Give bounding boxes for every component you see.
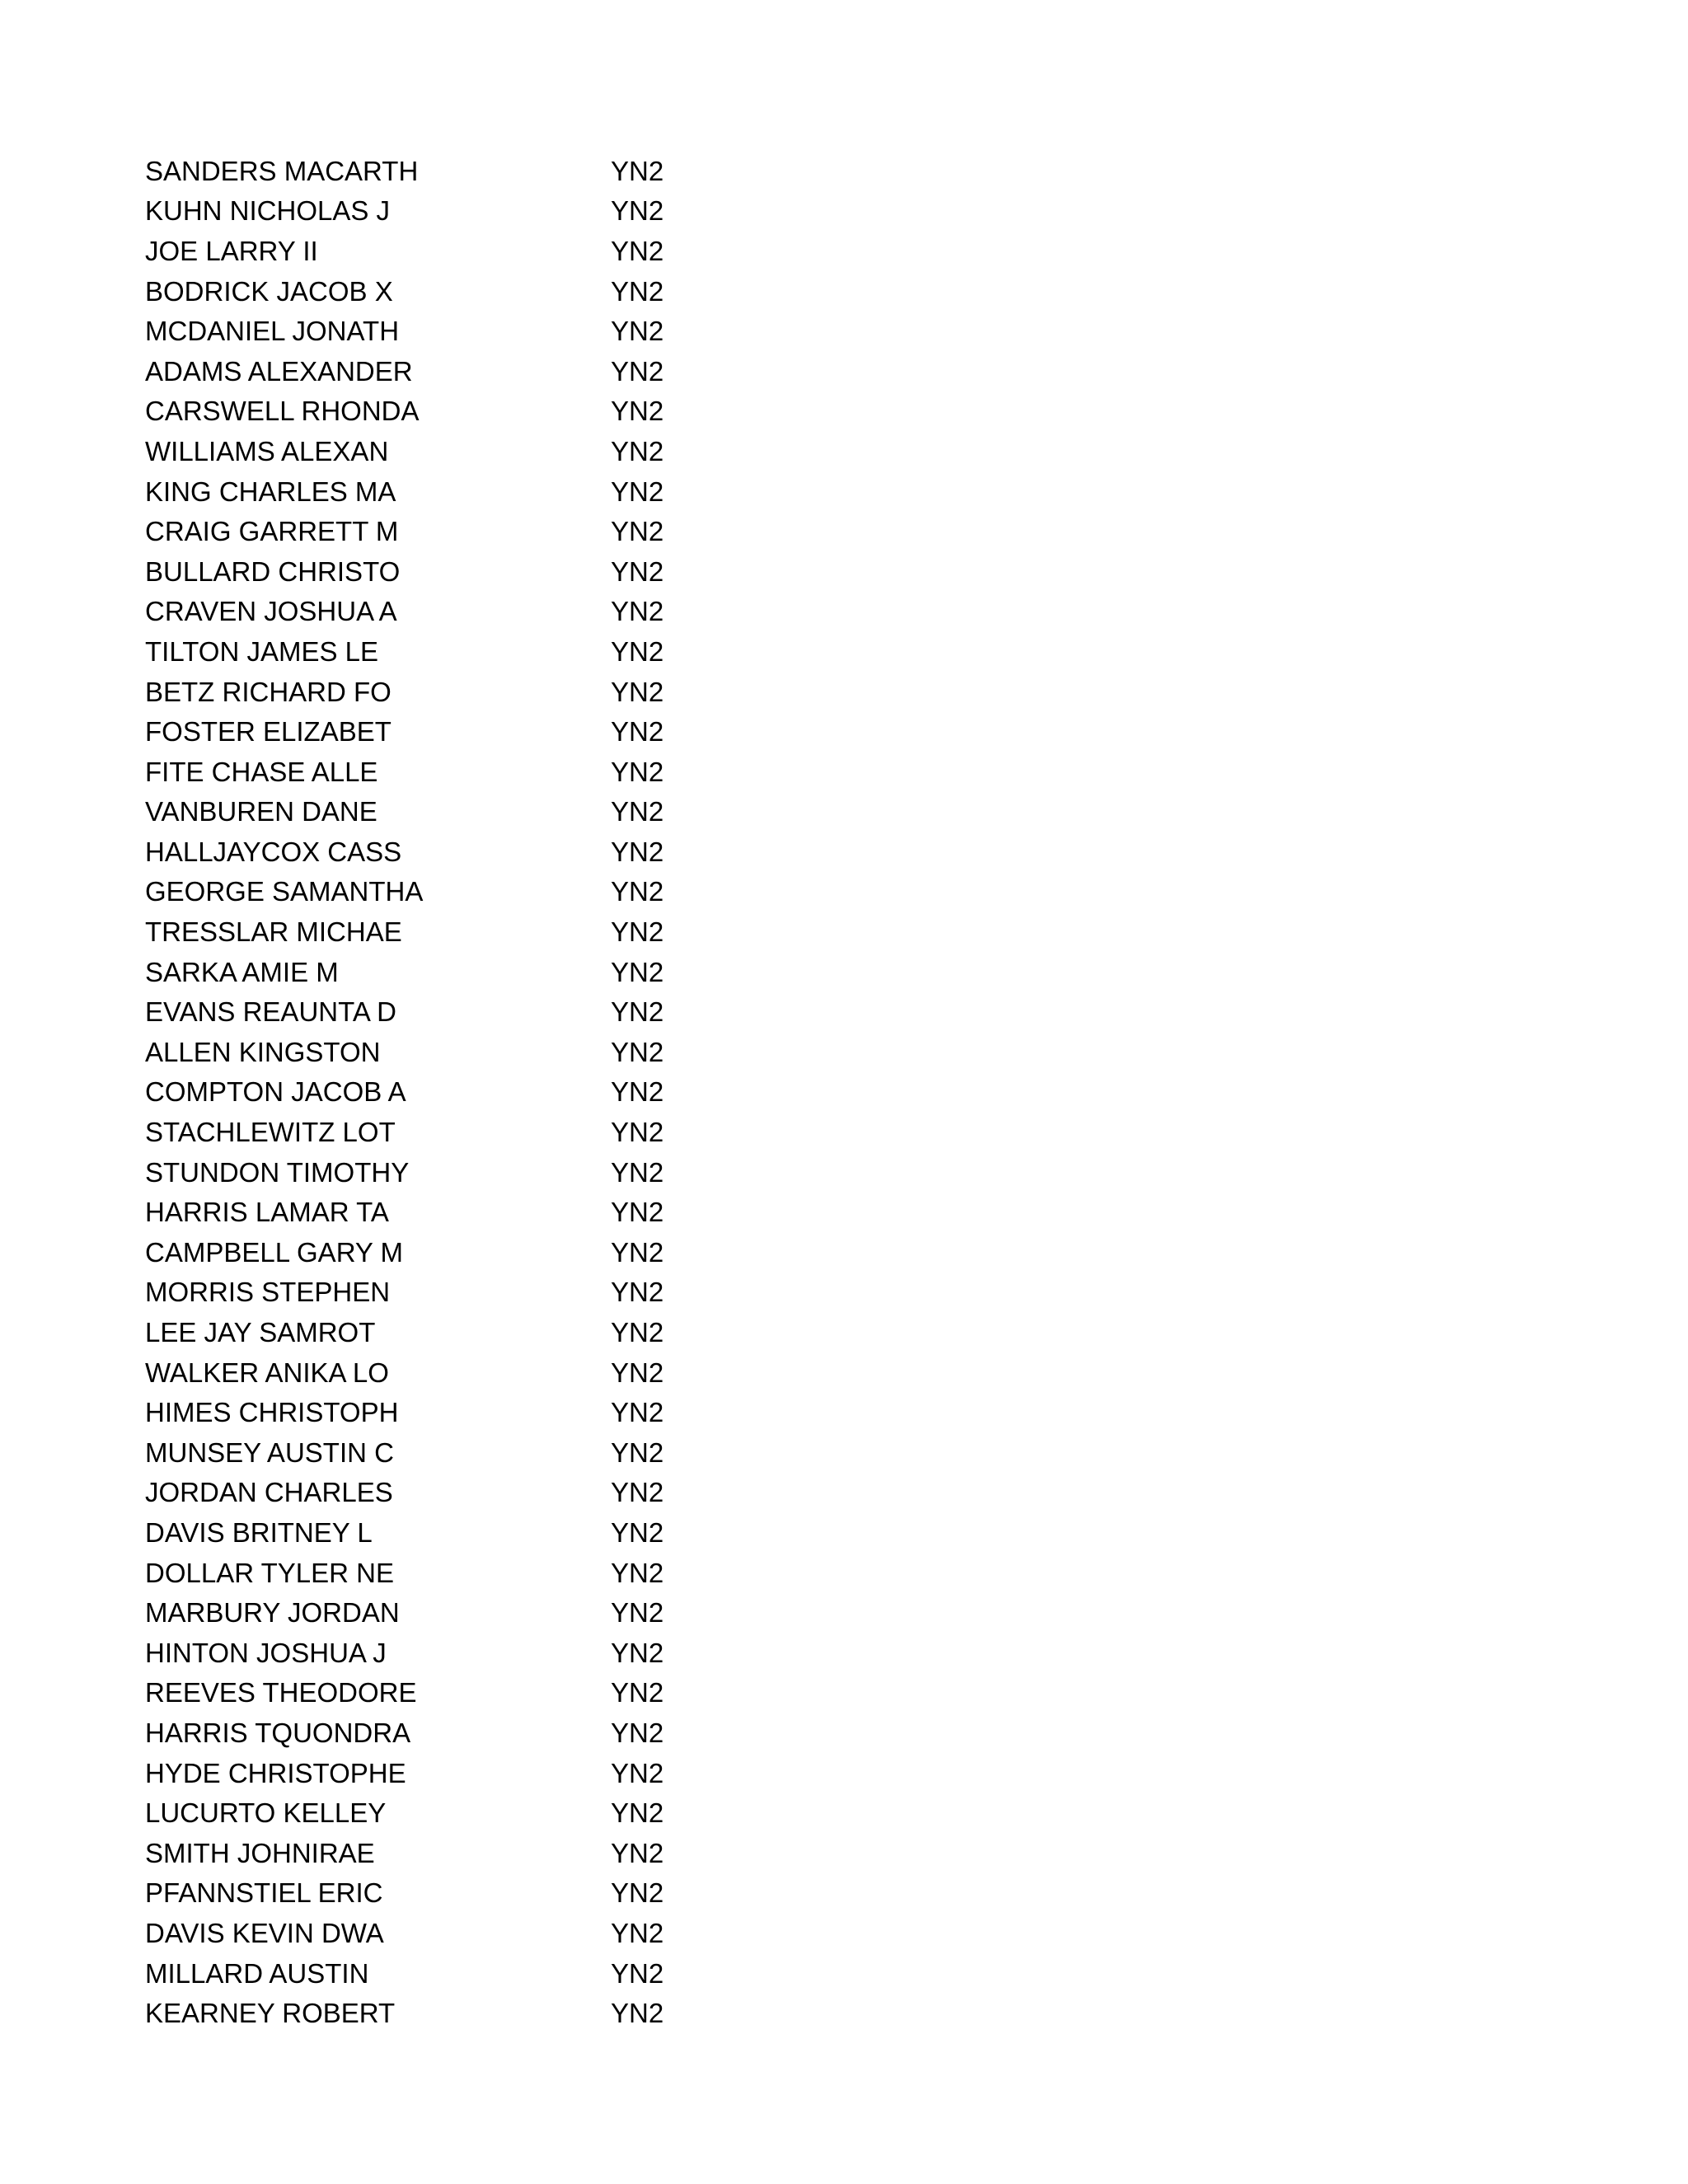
roster-row <box>145 991 722 1032</box>
roster-name: WALKER ANIKA LO <box>145 1357 389 1388</box>
roster-rate: YN2 <box>611 516 664 547</box>
roster-name: MUNSEY AUSTIN C <box>145 1436 394 1468</box>
roster-name: STUNDON TIMOTHY <box>145 1156 410 1188</box>
roster-name: CRAVEN JOSHUA A <box>145 596 397 627</box>
roster-name: DAVIS KEVIN DWA <box>145 1917 384 1948</box>
roster-rate: YN2 <box>611 1877 664 1909</box>
roster-name: SANDERS MACARTH <box>145 155 419 186</box>
roster-name: TILTON JAMES LE <box>145 635 379 667</box>
roster-row <box>145 872 722 912</box>
roster-rate: YN2 <box>611 756 664 787</box>
roster-rate: YN2 <box>611 1757 664 1788</box>
roster-name: LEE JAY SAMROT <box>145 1317 376 1348</box>
roster-name: FOSTER ELIZABET <box>145 716 392 748</box>
roster-rate: YN2 <box>611 1277 664 1308</box>
roster-rate: YN2 <box>611 876 664 907</box>
roster-row <box>145 1713 722 1753</box>
roster-rate: YN2 <box>611 435 664 466</box>
roster-name: MCDANIEL JONATH <box>145 316 400 347</box>
roster-rate: YN2 <box>611 1197 664 1228</box>
roster-row <box>145 912 722 952</box>
roster-name: JORDAN CHARLES <box>145 1477 393 1508</box>
roster-row <box>145 1072 722 1113</box>
roster-row <box>145 1192 722 1232</box>
roster-name: VANBUREN DANE <box>145 796 377 827</box>
roster-name: HINTON JOSHUA J <box>145 1637 387 1668</box>
roster-name: REEVES THEODORE <box>145 1677 417 1708</box>
roster-name: SMITH JOHNIRAE <box>145 1837 375 1868</box>
roster-row <box>145 1152 722 1193</box>
roster-row <box>145 952 722 992</box>
roster-name: GEORGE SAMANTHA <box>145 876 424 907</box>
roster-row <box>145 1232 722 1272</box>
roster-row <box>145 511 722 551</box>
roster-rate: YN2 <box>611 1317 664 1348</box>
roster-row <box>145 1913 722 1953</box>
roster-name: KEARNEY ROBERT <box>145 1998 396 2029</box>
roster-rate: YN2 <box>611 916 664 948</box>
roster-name: HALLJAYCOX CASS <box>145 836 402 867</box>
roster-rate: YN2 <box>611 155 664 186</box>
roster-rate: YN2 <box>611 836 664 867</box>
roster-name: HYDE CHRISTOPHE <box>145 1757 406 1788</box>
roster-rate: YN2 <box>611 716 664 748</box>
roster-row <box>145 1673 722 1713</box>
roster-rate: YN2 <box>611 1637 664 1668</box>
roster-name: DOLLAR TYLER NE <box>145 1557 394 1588</box>
roster-rate: YN2 <box>611 396 664 427</box>
roster-rate: YN2 <box>611 1397 664 1428</box>
roster-rate: YN2 <box>611 1477 664 1508</box>
roster-row <box>145 1473 722 1513</box>
roster-name: SARKA AMIE M <box>145 956 339 987</box>
roster-rate: YN2 <box>611 1797 664 1829</box>
roster-row <box>145 1993 722 2033</box>
roster-row <box>145 592 722 632</box>
roster-row <box>145 551 722 592</box>
roster-list <box>145 151 722 2033</box>
roster-row <box>145 151 722 191</box>
roster-rate: YN2 <box>611 1076 664 1108</box>
roster-rate: YN2 <box>611 796 664 827</box>
roster-name: ADAMS ALEXANDER <box>145 355 413 387</box>
roster-row <box>145 672 722 712</box>
roster-name: LUCURTO KELLEY <box>145 1797 387 1829</box>
roster-name: BULLARD CHRISTO <box>145 555 401 587</box>
roster-rate: YN2 <box>611 1597 664 1629</box>
roster-rate: YN2 <box>611 1516 664 1548</box>
roster-rate: YN2 <box>611 1917 664 1948</box>
roster-rate: YN2 <box>611 555 664 587</box>
roster-row <box>145 471 722 512</box>
roster-name: HARRIS TQUONDRA <box>145 1717 411 1748</box>
roster-rate: YN2 <box>611 635 664 667</box>
roster-row <box>145 792 722 832</box>
roster-row <box>145 631 722 672</box>
roster-name: FITE CHASE ALLE <box>145 756 378 787</box>
roster-rate: YN2 <box>611 1436 664 1468</box>
roster-name: CARSWELL RHONDA <box>145 396 420 427</box>
roster-row <box>145 1112 722 1152</box>
roster-name: CAMPBELL GARY M <box>145 1236 404 1268</box>
roster-rate: YN2 <box>611 1357 664 1388</box>
roster-name: MILLARD AUSTIN <box>145 1957 369 1989</box>
roster-rate: YN2 <box>611 476 664 507</box>
roster-rate: YN2 <box>611 676 664 707</box>
roster-row <box>145 1833 722 1873</box>
roster-row <box>145 1553 722 1593</box>
roster-name: TRESSLAR MICHAE <box>145 916 402 948</box>
roster-rate: YN2 <box>611 1236 664 1268</box>
roster-rate: YN2 <box>611 596 664 627</box>
roster-row <box>145 191 722 232</box>
roster-rate: YN2 <box>611 235 664 266</box>
roster-rate: YN2 <box>611 1557 664 1588</box>
roster-rate: YN2 <box>611 1677 664 1708</box>
roster-rate: YN2 <box>611 355 664 387</box>
roster-name: JOE LARRY II <box>145 235 318 266</box>
roster-row <box>145 752 722 792</box>
roster-row <box>145 1312 722 1352</box>
roster-row <box>145 1512 722 1553</box>
roster-row <box>145 1392 722 1432</box>
roster-row <box>145 1432 722 1473</box>
roster-rate: YN2 <box>611 1957 664 1989</box>
roster-rate: YN2 <box>611 1117 664 1148</box>
roster-name: WILLIAMS ALEXAN <box>145 435 389 466</box>
roster-name: MORRIS STEPHEN <box>145 1277 391 1308</box>
roster-row <box>145 1633 722 1673</box>
roster-name: DAVIS BRITNEY L <box>145 1516 373 1548</box>
roster-name: KING CHARLES MA <box>145 476 396 507</box>
roster-name: ALLEN KINGSTON <box>145 1036 381 1067</box>
roster-row <box>145 1032 722 1072</box>
roster-name: STACHLEWITZ LOT <box>145 1117 396 1148</box>
roster-name: BETZ RICHARD FO <box>145 676 392 707</box>
roster-rate: YN2 <box>611 996 664 1028</box>
roster-name: PFANNSTIEL ERIC <box>145 1877 383 1909</box>
roster-name: COMPTON JACOB A <box>145 1076 406 1108</box>
roster-name: MARBURY JORDAN <box>145 1597 400 1629</box>
roster-row <box>145 351 722 391</box>
roster-name: EVANS REAUNTA D <box>145 996 397 1028</box>
roster-rate: YN2 <box>611 1998 664 2029</box>
roster-row <box>145 1873 722 1914</box>
roster-row <box>145 1753 722 1793</box>
roster-row <box>145 711 722 752</box>
roster-rate: YN2 <box>611 316 664 347</box>
roster-rate: YN2 <box>611 1156 664 1188</box>
roster-name: HARRIS LAMAR TA <box>145 1197 389 1228</box>
roster-row <box>145 1272 722 1313</box>
roster-row <box>145 391 722 432</box>
roster-rate: YN2 <box>611 1837 664 1868</box>
roster-rate: YN2 <box>611 195 664 227</box>
roster-rate: YN2 <box>611 956 664 987</box>
roster-row <box>145 431 722 471</box>
roster-row <box>145 1953 722 1994</box>
roster-name: KUHN NICHOLAS J <box>145 195 391 227</box>
roster-name: HIMES CHRISTOPH <box>145 1397 399 1428</box>
roster-row <box>145 311 722 351</box>
roster-row <box>145 1592 722 1633</box>
roster-row <box>145 832 722 872</box>
roster-row <box>145 231 722 271</box>
roster-row <box>145 1793 722 1833</box>
roster-row <box>145 271 722 312</box>
roster-rate: YN2 <box>611 1036 664 1067</box>
roster-rate: YN2 <box>611 275 664 307</box>
roster-rate: YN2 <box>611 1717 664 1748</box>
roster-row <box>145 1352 722 1393</box>
roster-name: CRAIG GARRETT M <box>145 516 399 547</box>
roster-name: BODRICK JACOB X <box>145 275 393 307</box>
